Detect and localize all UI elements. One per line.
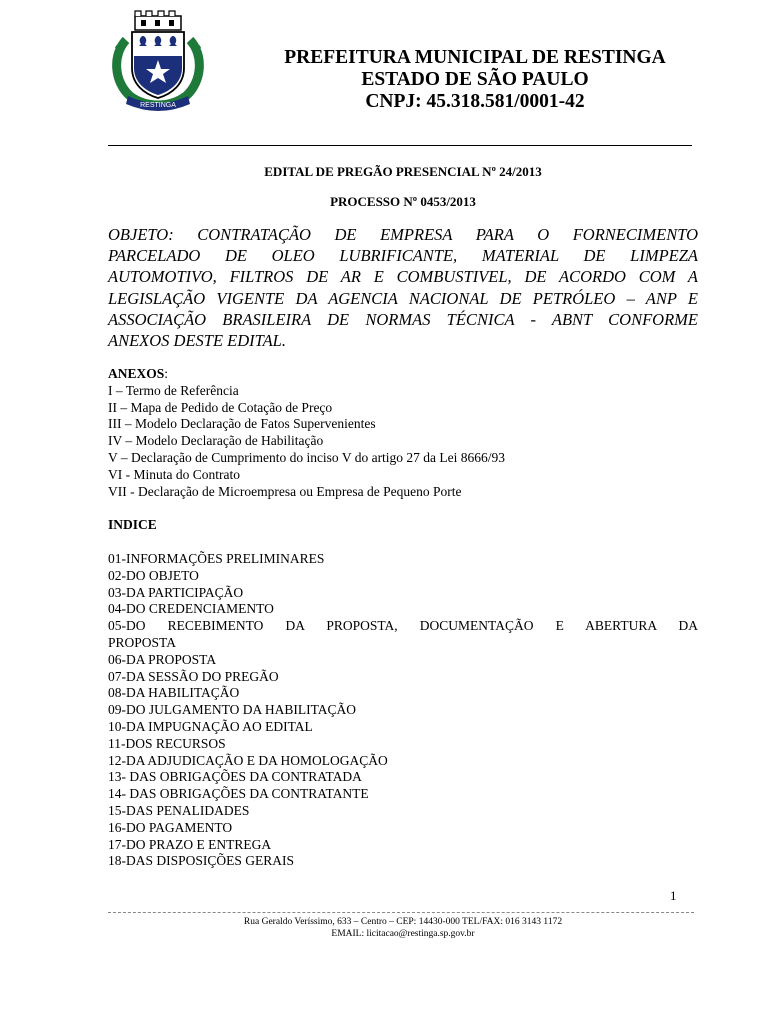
header-divider <box>108 145 692 146</box>
indice-item: 13- DAS OBRIGAÇÕES DA CONTRATADA <box>108 769 362 785</box>
page-number: 1 <box>670 888 677 903</box>
footer-divider <box>108 912 694 913</box>
anexo-item: VI - Minuta do Contrato <box>108 466 240 482</box>
objeto-line: LEGISLAÇÃO VIGENTE DA AGENCIA NACIONAL DE PETRÓLEO – ANP E <box>108 288 698 308</box>
indice-item: 06-DA PROPOSTA <box>108 651 217 667</box>
header-state: ESTADO DE SÃO PAULO <box>361 69 589 90</box>
indice-item: 09-DO JULGAMENTO DA HABILITAÇÃO <box>108 702 357 718</box>
anexos-heading-colon: : <box>164 366 169 381</box>
indice-item: 17-DO PRAZO E ENTREGA <box>108 836 272 852</box>
anexo-item: IV – Modelo Declaração de Habilitação <box>108 433 324 449</box>
anexo-item: V – Declaração de Cumprimento do inciso V do artigo 27 da Lei 8666/93 <box>108 449 506 465</box>
anexo-item: III – Modelo Declaração de Fatos Supervenientes <box>108 416 376 432</box>
objeto-line: PARCELADO DE OLEO LUBRIFICANTE, MATERIAL DE LIMPEZA <box>108 246 698 266</box>
anexos-heading-line <box>108 366 698 383</box>
indice-item: 07-DA SESSÃO DO PREGÃO <box>108 668 279 684</box>
anexo-item: I – Termo de Referência <box>108 382 239 398</box>
indice-item: 04-DO CREDENCIAMENTO <box>108 601 274 617</box>
footer-email: EMAIL: licitacao@restinga.sp.gov.br <box>331 929 475 939</box>
crest-ribbon-text: RESTINGA <box>140 102 176 109</box>
header-cnpj: CNPJ: 45.318.581/0001-42 <box>365 91 585 112</box>
anexos-section <box>108 366 698 500</box>
indice-item: 03-DA PARTICIPAÇÃO <box>108 584 244 600</box>
anexo-item: II – Mapa de Pedido de Cotação de Preço <box>108 399 333 415</box>
indice-item: 11-DOS RECURSOS <box>108 735 226 751</box>
header-title: PREFEITURA MUNICIPAL DE RESTINGA <box>284 47 666 68</box>
indice-item: 05-DO RECEBIMENTO DA PROPOSTA, DOCUMENTAÇÃO E ABERTURA DA <box>108 618 698 634</box>
indice-item: PROPOSTA <box>108 634 176 650</box>
indice-list <box>108 551 698 870</box>
indice-item: 15-DAS PENALIDADES <box>108 802 250 818</box>
footer-address: Rua Geraldo Veríssimo, 633 – Centro – CEP: 14430-000 TEL/FAX: 016 3143 1172 <box>243 917 563 927</box>
objeto-line: ANEXOS DESTE EDITAL. <box>108 331 286 351</box>
objeto-line: OBJETO: CONTRATAÇÃO DE EMPRESA PARA O FORNECIMENTO <box>108 225 698 244</box>
coat-of-arms-logo <box>108 10 208 112</box>
indice-item: 10-DA IMPUGNAÇÃO AO EDITAL <box>108 718 313 734</box>
indice-item: 16-DO PAGAMENTO <box>108 819 233 835</box>
processo-number: PROCESSO Nº 0453/2013 <box>330 194 476 209</box>
objeto-paragraph <box>108 224 698 351</box>
indice-item: 18-DAS DISPOSIÇÕES GERAIS <box>108 853 295 869</box>
edital-title: EDITAL DE PREGÃO PRESENCIAL Nº 24/2013 <box>264 164 542 179</box>
objeto-line: ASSOCIAÇÃO BRASILEIRA DE NORMAS TÉCNICA - ABNT CONFORME <box>108 309 698 329</box>
indice-item: 01-INFORMAÇÕES PRELIMINARES <box>108 551 325 566</box>
indice-item: 02-DO OBJETO <box>108 567 199 583</box>
indice-heading: INDICE <box>108 517 157 532</box>
objeto-line: AUTOMOTIVO, FILTROS DE AR E COMBUSTIVEL, DE ACORDO COM A <box>108 267 698 287</box>
anexo-item: VII - Declaração de Microempresa ou Empresa de Pequeno Porte <box>108 483 462 499</box>
indice-item: 12-DA ADJUDICAÇÃO E DA HOMOLOGAÇÃO <box>108 752 388 768</box>
indice-item: 08-DA HABILITAÇÃO <box>108 685 240 701</box>
anexos-heading: ANEXOS <box>108 366 165 381</box>
indice-item: 14- DAS OBRIGAÇÕES DA CONTRATANTE <box>108 786 369 802</box>
